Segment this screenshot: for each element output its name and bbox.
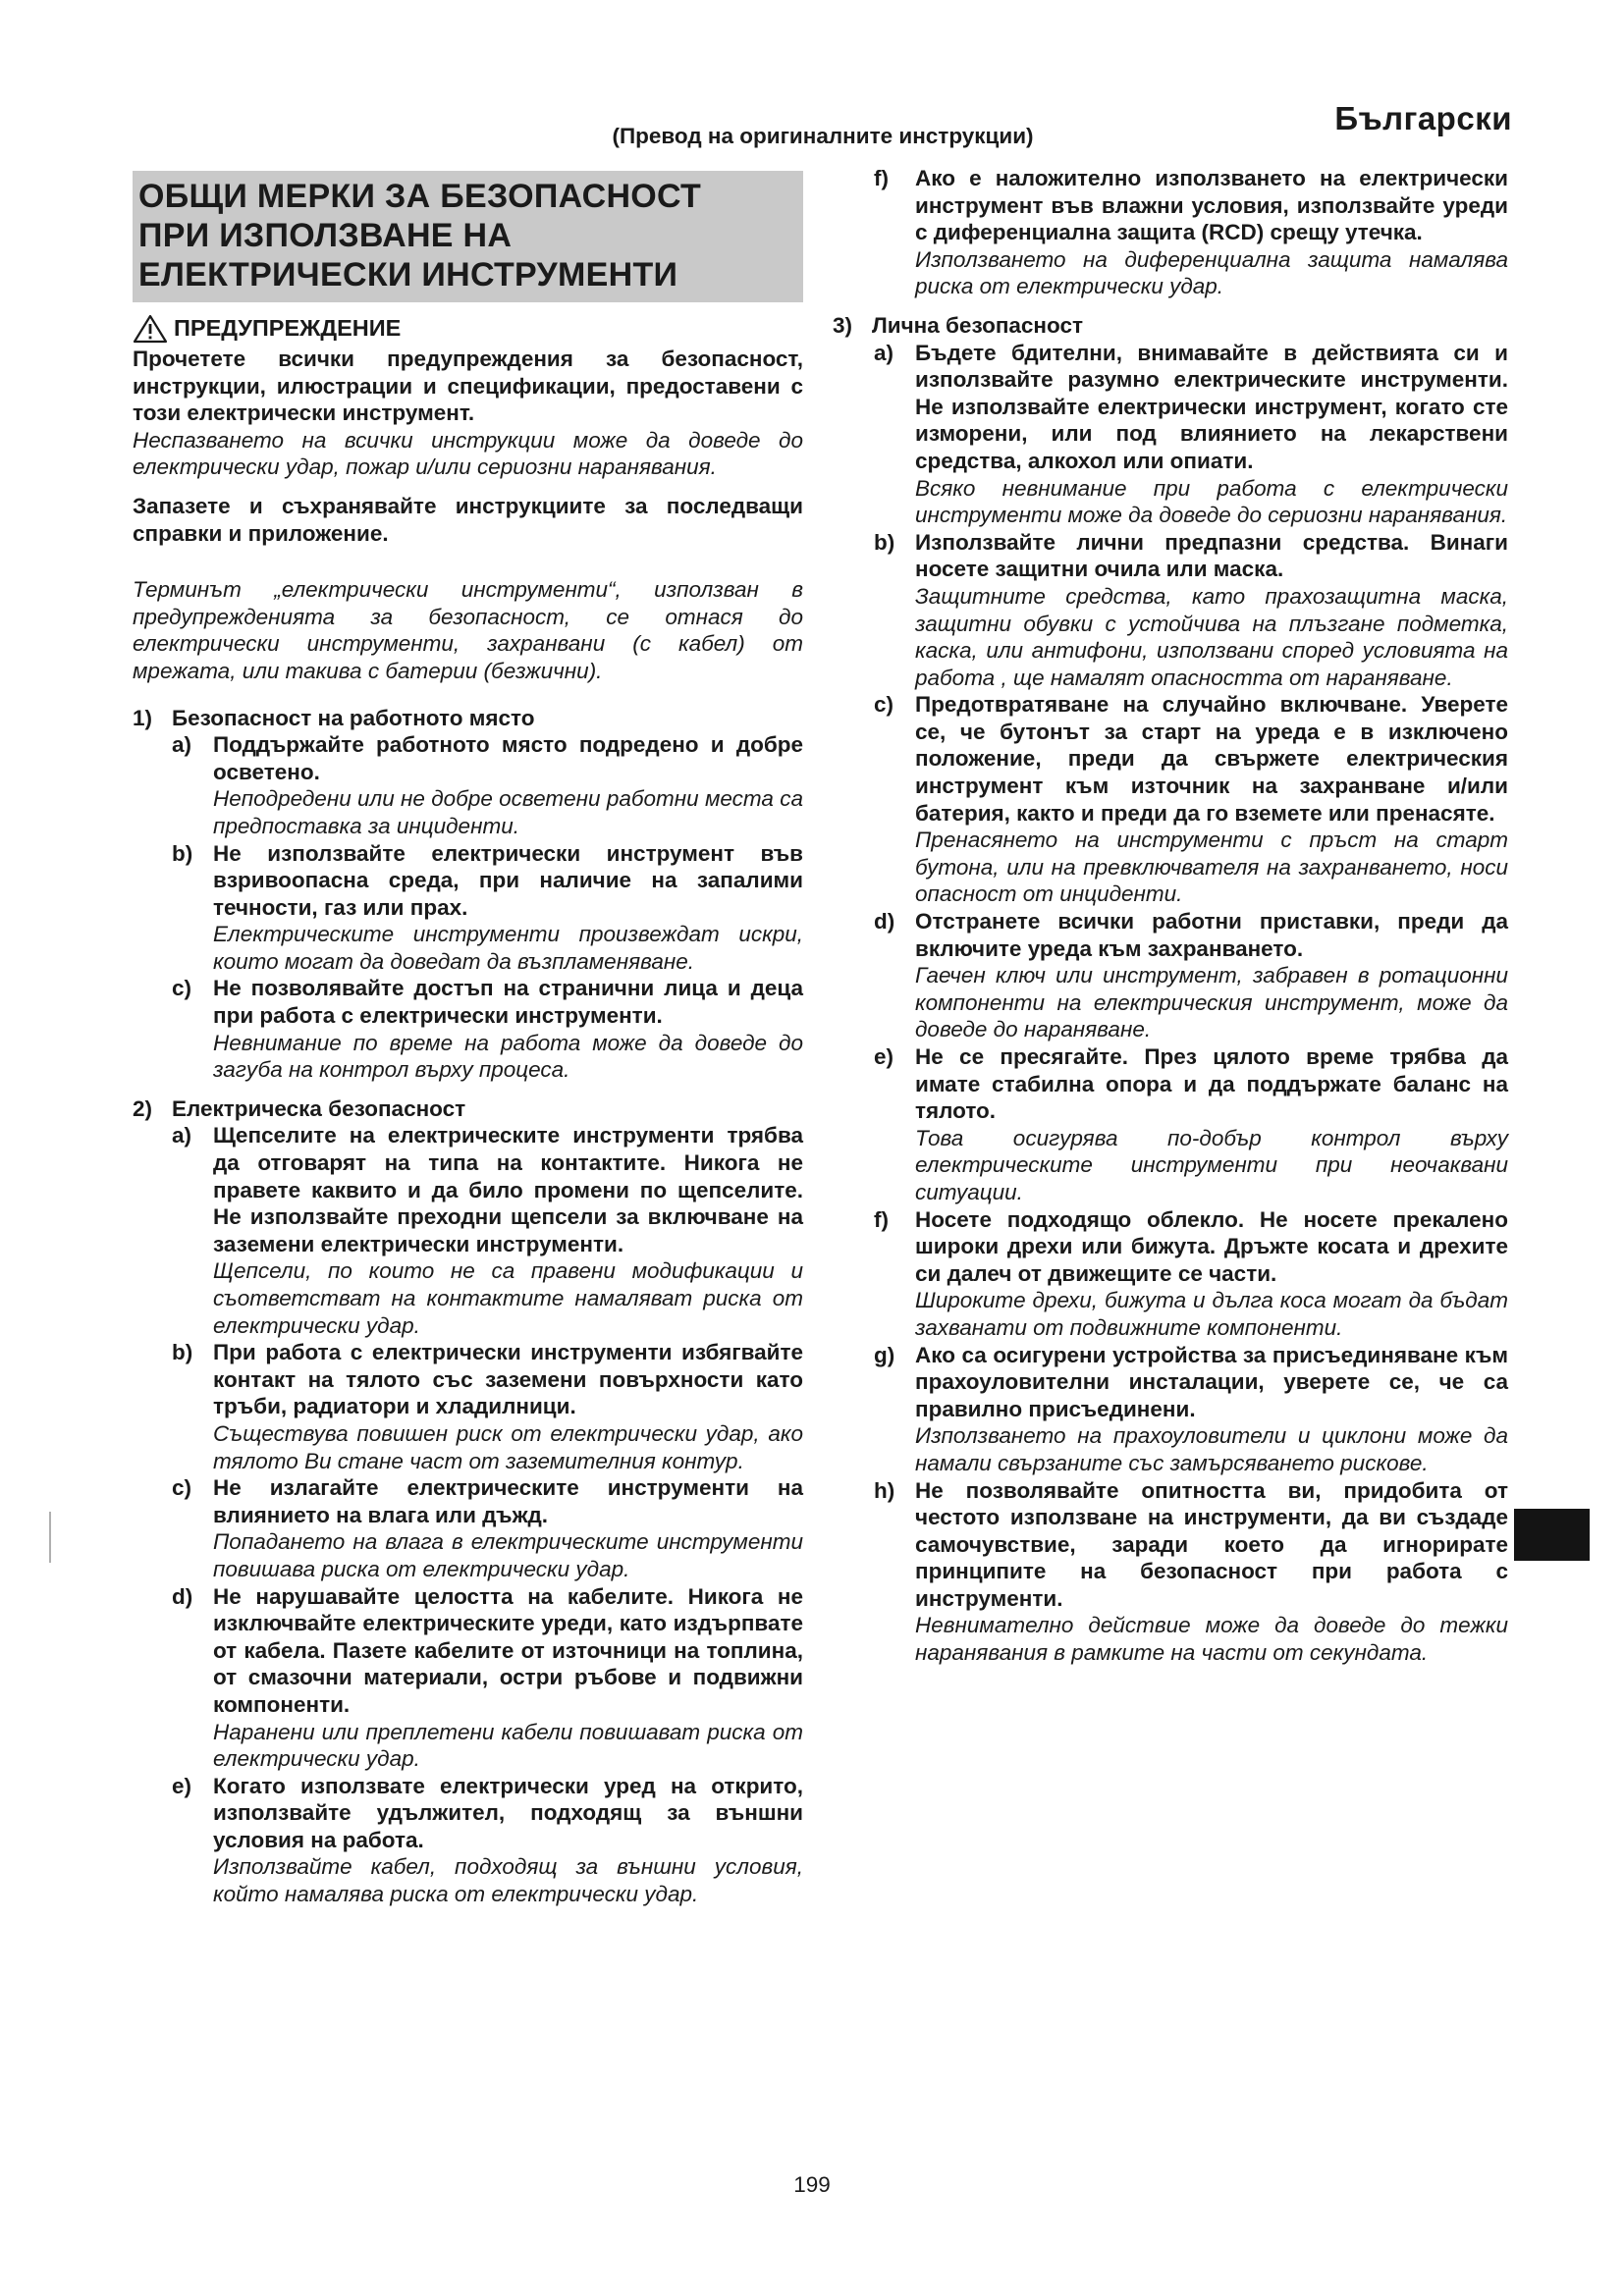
list-item: [133, 1122, 803, 1339]
list-item: [133, 731, 803, 839]
item-instruction: Носете подходящо облекло. Не носете прекалено широки дрехи или бижута. Дръжте косата и дрехите си далеч от движещите се части.: [915, 1206, 1508, 1286]
margin-line: [49, 1512, 51, 1563]
section-title: Електрическа безопасност: [172, 1095, 466, 1121]
list-item: [833, 691, 1508, 908]
item-explanation: Наранени или преплетени кабели повишават риска от електрически удар.: [213, 1719, 803, 1772]
item-explanation: Това осигурява по-добър контрол върху електрическите инструменти при неочаквани ситуации.: [915, 1125, 1508, 1204]
item-letter: b): [874, 529, 895, 555]
list-item: [133, 1583, 803, 1773]
item-explanation: Широките дрехи, бижута и дълга коса могат да бъдат захванати от подвижните компоненти.: [915, 1288, 1508, 1340]
list-item: [833, 529, 1508, 692]
item-explanation: Невнимателно действие може да доведе до тежки наранявания в рамките на части от секундата.: [915, 1613, 1508, 1666]
item-letter: c): [172, 976, 192, 1001]
list-item: [833, 1342, 1508, 1477]
translation-subtitle: (Превод на оригиналните инструкции): [612, 124, 1034, 148]
section-title: Безопасност на работното място: [172, 705, 535, 730]
item-explanation: Всяко невнимание при работа с електрически инструменти може да доведе до сериозни наранявания.: [915, 475, 1508, 528]
list-item: [833, 165, 1508, 300]
item-explanation: Щепсели, по които не са правени модификации и съответстват на контактите намаляват риска от електрически удар.: [213, 1258, 803, 1338]
section-title: Лична безопасност: [872, 312, 1084, 338]
list-item: [833, 908, 1508, 1043]
title-line: ЕЛЕКТРИЧЕСКИ ИНСТРУМЕНТИ: [138, 256, 678, 294]
list-item: [833, 1477, 1508, 1667]
item-explanation: Неподредени или не добре осветени работни места са предпоставка за инциденти.: [213, 786, 803, 838]
list-item: [133, 975, 803, 1083]
item-letter: d): [874, 909, 895, 934]
list-item: [133, 1339, 803, 1474]
section-number: 3): [833, 312, 853, 338]
list-item: [833, 1206, 1508, 1342]
item-explanation: Използването на прахоуловители и циклони може да намали свързаните със замърсяването рискове.: [915, 1423, 1508, 1475]
warning-label: ПРЕДУПРЕЖДЕНИЕ: [174, 315, 402, 342]
item-letter: e): [172, 1773, 192, 1798]
item-letter: d): [172, 1583, 193, 1609]
item-instruction: Не позволявайте опитността ви, придобита от честото използване на инструменти, да ви създаде самочувствие, заради което да игнорирате принципите на безопасност при работа с инструменти.: [915, 1477, 1508, 1611]
item-letter: b): [172, 1340, 193, 1365]
list-item: [133, 840, 803, 976]
item-instruction: Поддържайте работното място подредено и добре осветено.: [213, 732, 803, 784]
item-instruction: Не се пресягайте. През цялото време трябва да имате стабилна опора и да поддържате баланс на тялото.: [915, 1044, 1508, 1124]
item-letter: c): [172, 1475, 192, 1501]
item-instruction: Не позволявайте достъп на странични лица и деца при работа с електрически инструменти.: [213, 976, 803, 1029]
section-number: 1): [133, 705, 153, 730]
item-instruction: Щепселите на електрическите инструменти трябва да отговарят на типа на контактите. Никога не правете каквито и да било промени по щепселите. Не използвайте преходни щепсели за включване на заземени електрически инструменти.: [213, 1123, 803, 1256]
item-letter: h): [874, 1477, 895, 1503]
item-letter: c): [874, 692, 894, 718]
item-letter: a): [172, 732, 192, 758]
right-column: [833, 165, 1508, 1667]
item-letter: b): [172, 840, 193, 866]
item-explanation: Пренасянето на инструменти с пръст на старт бутона, или на превключвателя на захранването, носи опасност от инциденти.: [915, 828, 1508, 907]
warning-triangle-icon: [133, 314, 168, 344]
section-heading-2: [133, 1095, 803, 1123]
list-item: [833, 1043, 1508, 1206]
item-letter: a): [172, 1123, 192, 1148]
item-instruction: При работа с електрически инструменти избягвайте контакт на тялото със заземени повърхности като тръби, радиатори и хладилници.: [213, 1340, 803, 1419]
item-instruction: Предотвратяване на случайно включване. Уверете се, че бутонът за старт на уреда е в изключено положение, преди да свържете електрическия инструмент към източник на захранване и/или батерия, както и преди да го вземете или пренасяте.: [915, 692, 1508, 826]
list-item: [133, 1773, 803, 1908]
keep-instructions: Запазете и съхранявайте инструкциите за последващи справки и приложение.: [133, 493, 803, 546]
item-instruction: Когато използвате електрически уред на открито, използвайте удължител, подходящ за външни условия на работа.: [213, 1773, 803, 1852]
section-title-box: [133, 171, 803, 302]
language-thumb-tab: [1514, 1509, 1590, 1561]
item-instruction: Използвайте лични предпазни средства. Винаги носете защитни очила или маска.: [915, 529, 1508, 582]
item-explanation: Използвайте кабел, подходящ за външни условия, който намалява риска от електрически удар.: [213, 1854, 803, 1907]
item-explanation: Използването на диференциална защита намалява риска от електрически удар.: [915, 246, 1508, 299]
item-explanation: Гаечен ключ или инструмент, забравен в ротационни компоненти на електрическия инструмент, може да доведе до нараняване.: [915, 963, 1508, 1042]
item-instruction: Отстранете всички работни приставки, преди да включите уреда към захранването.: [915, 909, 1508, 961]
list-item: [133, 1474, 803, 1582]
item-explanation: Попадането на влага в електрическите инструменти повишава риска от електрически удар.: [213, 1529, 803, 1581]
list-item: [833, 340, 1508, 529]
language-label: Български: [1334, 100, 1512, 136]
item-instruction: Не нарушавайте целостта на кабелите. Никога не изключвайте електрическите уреди, като издърпвате от кабела. Пазете кабелите от източници на топлина, от смазочни материали, остри ръбове и подвижни компоненти.: [213, 1583, 803, 1717]
title-line: ПРИ ИЗПОЛЗВАНЕ НА: [138, 217, 513, 254]
item-letter: f): [874, 166, 889, 190]
item-letter: a): [874, 340, 894, 365]
item-explanation: Защитните средства, като прахозащитна маска, защитни обувки с устойчива на плъзгане подметка, каска, или антифони, използвани според условията на работа , ще намалят опасността от нараняване.: [915, 583, 1508, 690]
item-instruction: Не използвайте електрически инструмент във взривоопасна среда, при наличие на запалими течности, газ или прах.: [213, 840, 803, 920]
item-instruction: Бъдете бдителни, внимавайте в действията си и използвайте разумно електрическите инструменти. Не използвайте електрически инструмент, когато сте изморени, или под влиянието на лекарствени средства, алкохол или опиати.: [915, 340, 1508, 473]
left-column: [133, 171, 803, 1908]
intro-warning: Прочетете всички предупреждения за безопасност, инструкции, илюстрации и спецификации, предоставени с този електрически инструмент.: [133, 347, 803, 426]
term-definition: Терминът „електрически инструменти“, използван в предупрежденията за безопасност, се отнася до електрически инструменти, захранвани (с кабел) от мрежата, или такива с батерии (безжични).: [133, 577, 803, 683]
item-instruction: Ако е наложително използването на електрически инструмент във влажни условия, използвайте уреди с диференциална защита (RCD) срещу утечка.: [915, 166, 1508, 245]
intro-consequence: Неспазването на всички инструкции може да доведе до електрически удар, пожар и/или сериозни наранявания.: [133, 427, 803, 480]
item-letter: e): [874, 1044, 894, 1069]
title-line: ОБЩИ МЕРКИ ЗА БЕЗОПАСНОСТ: [138, 178, 702, 215]
warning-heading: [133, 314, 803, 344]
item-letter: f): [874, 1206, 889, 1232]
item-explanation: Електрическите инструменти произвеждат искри, които могат да доведат да възпламеняване.: [213, 922, 803, 974]
page-number: 199: [793, 2172, 831, 2197]
section-heading-1: [133, 705, 803, 732]
section-heading-3: [833, 312, 1508, 340]
item-explanation: Съществува повишен риск от електрически удар, ако тялото Ви стане част от заземителния контур.: [213, 1420, 803, 1473]
item-letter: g): [874, 1342, 895, 1367]
item-instruction: Ако са осигурени устройства за присъединяване към прахоуловителни инсталации, уверете се, че са правилно присъединени.: [915, 1342, 1508, 1421]
item-instruction: Не излагайте електрическите инструменти на влиянието на влага или дъжд.: [213, 1475, 803, 1527]
section-number: 2): [133, 1095, 153, 1121]
item-explanation: Невнимание по време на работа може да доведе до загуба на контрол върху процеса.: [213, 1030, 803, 1083]
